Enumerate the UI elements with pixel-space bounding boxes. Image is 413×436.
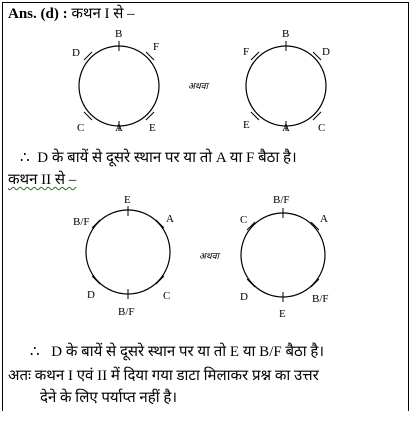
seat-label: B [115,28,123,40]
tick [146,52,154,60]
seat-label: B/F [312,293,329,305]
circle-s2-right [241,213,325,297]
seat-label: C [163,290,171,302]
diagram-s2-left [73,194,174,318]
diagram-s1-left [72,28,159,134]
seat-label: A [282,122,290,134]
conclusion-2-text: D के बायें से दूसरे स्थान पर या तो E या B/F बैठा है। [51,344,325,360]
tick [247,279,255,287]
seat-label: D [322,46,330,58]
seat-label: D [240,291,248,303]
diagram-s2-right [240,194,329,320]
seat-label: E [243,119,250,131]
seat-label: B/F [273,194,290,206]
therefore-symbol: ∴ [30,344,40,360]
conclusion-1 [20,149,297,167]
seat-label: A [115,122,123,134]
final-line-1: अतः कथन I एवं II में दिया गया डाटा मिलाकर प्रश्न का उत्तर [8,368,319,384]
tick [247,222,255,230]
seat-label: F [243,46,250,58]
seat-label: A [320,213,328,225]
tick [251,52,259,60]
seat-label: B/F [118,306,135,318]
circle-s1-right [246,46,326,126]
seat-label: E [149,122,156,134]
seat-label: C [318,122,326,134]
seat-label: C [77,122,85,134]
tick [156,276,164,284]
tick [146,112,154,120]
conclusion-2 [30,343,324,361]
statement1-heading: कथन I से – [71,6,135,22]
or-word-1: अथवा [188,81,208,91]
circle-s2-left [86,210,170,294]
tick [92,220,100,228]
seat-label: B/F [73,216,90,228]
seat-label: A [166,213,174,225]
conclusion-1-text: D के बायें से दूसरे स्थान पर या तो A या F बैठा है। [37,150,297,166]
tick [311,279,319,287]
tick [313,52,321,60]
tick [92,276,100,284]
seat-label: C [240,214,248,226]
seat-label: D [87,289,95,301]
circle-s1-left [79,46,159,126]
tick [251,112,259,120]
tick [84,52,92,60]
tick [156,220,164,228]
tick [311,222,319,230]
seat-label: F [153,41,160,53]
seat-label: E [124,194,131,206]
diagram-s1-right [243,28,330,134]
seat-label: B [282,28,290,40]
tick [313,112,321,120]
tick [84,112,92,120]
seat-label: D [72,47,80,59]
seat-label: E [279,308,286,320]
therefore-symbol: ∴ [20,150,30,166]
statement2-heading: कथन II से – [8,172,77,188]
final-line-2: देने के लिए पर्याप्त नहीं है। [40,390,178,406]
answer-prefix: Ans. (d) : [8,6,68,22]
or-word-2: अथवा [199,251,219,261]
